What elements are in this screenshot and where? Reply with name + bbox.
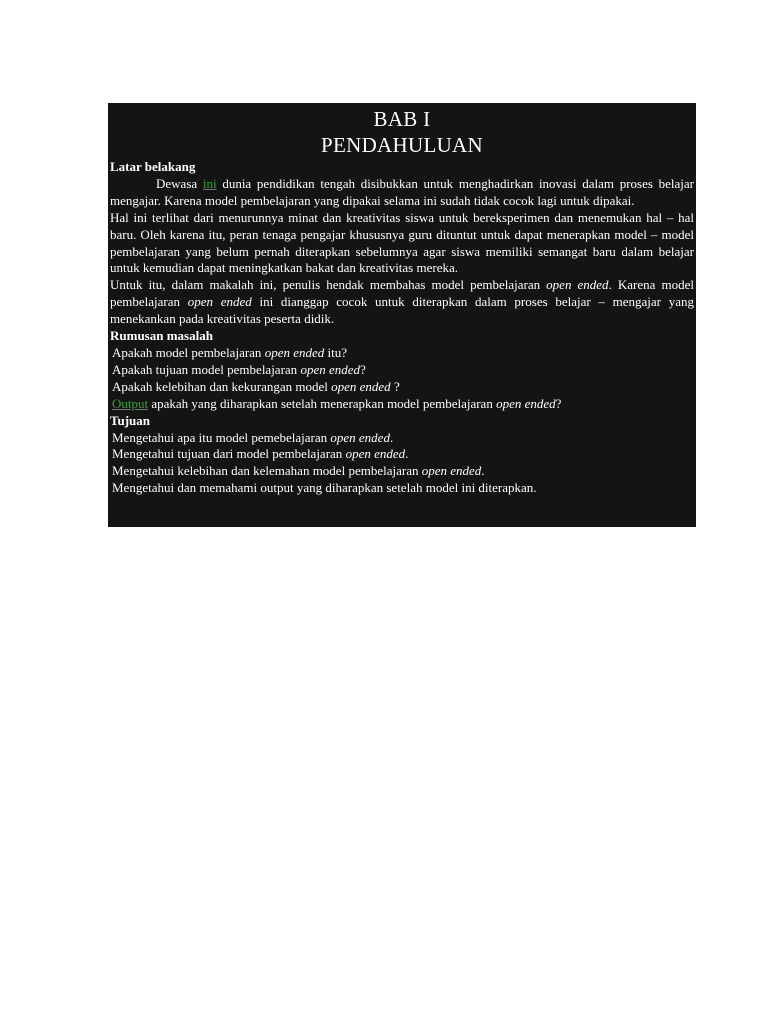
list-text (110, 362, 366, 377)
chapter-name: PENDAHULUAN (321, 133, 483, 157)
section-heading-tujuan: Tujuan (110, 412, 150, 428)
list-item (85, 429, 694, 447)
emphasis-open-ended: open ended (300, 361, 360, 377)
list-text-part: ? (555, 395, 562, 411)
list-number: 2. (85, 446, 95, 462)
emphasis-open-ended: open ended (187, 294, 252, 310)
list-item (85, 480, 694, 497)
link-output[interactable]: Output (112, 395, 149, 411)
list-item (85, 395, 694, 413)
emphasis-open-ended: open ended (496, 395, 556, 411)
paragraph-text: . Karena model pembelajaran (110, 277, 694, 310)
list-number: 2. (85, 361, 95, 377)
paragraph-3 (110, 277, 694, 328)
link-ini[interactable]: ini (202, 175, 217, 191)
list-text-part: ? (360, 361, 366, 377)
emphasis-open-ended: open ended (421, 463, 482, 479)
emphasis-open-ended: open ended (546, 277, 609, 293)
tujuan-list (85, 429, 694, 498)
list-text-part: Mengetahui tujuan dari model pembelajaran (112, 446, 346, 462)
list-text-part: itu? (324, 344, 347, 360)
list-text-part: Mengetahui apa itu model pemebelajaran (112, 429, 331, 445)
list-text-part: ? (390, 378, 400, 394)
section-heading-rumusan-masalah: Rumusan masalah (110, 328, 213, 344)
list-text-part: Apakah model pembelajaran (112, 344, 265, 360)
list-text-part: . (481, 463, 485, 479)
list-text-part: apakah yang diharapkan setelah menerapkan model pembelajaran (148, 395, 497, 411)
paragraph-2: Hal ini terlihat dari menurunnya minat dan kreativitas siswa untuk bereksperimen dan menemukan hal – hal baru. Oleh karena itu, peran tenaga pengajar khususnya guru dituntut untuk dapat menerapkan model – model pembelajaran yang belum pernah diterapkan sebelumnya agar siswa memiliki semangat baru dalam belajar untuk kemudian dapat meningkatkan bakat dan kreativitas mereka. (110, 209, 694, 276)
paragraph-1 (110, 176, 694, 210)
list-number: 4. (85, 395, 95, 411)
rumusan-list (85, 344, 694, 413)
list-item (85, 463, 694, 480)
list-text-part: Apakah kelebihan dan kekurangan model (112, 378, 332, 394)
list-number: 1. (85, 429, 95, 445)
list-number: 3. (85, 463, 95, 479)
list-text: Mengetahui dan memahami output yang diharapkan setelah model ini diterapkan. (112, 480, 537, 496)
emphasis-open-ended: open ended (331, 378, 391, 394)
paragraph-text: ini dianggap cocok untuk diterapkan dalam proses belajar – mengajar yang menekankan pada kreativitas peserta didik. (110, 294, 694, 327)
section-heading-latar-belakang: Latar belakang (110, 159, 196, 174)
list-item (85, 378, 694, 396)
list-text-part: Mengetahui kelebihan dan kelemahan model pembelajaran (112, 463, 422, 479)
paragraph-text: Dewasa (156, 175, 203, 191)
list-text (110, 446, 408, 461)
list-text-part: . (389, 429, 394, 445)
document-page (85, 103, 696, 527)
emphasis-open-ended: open ended (330, 429, 390, 445)
emphasis-open-ended: open ended (345, 446, 406, 462)
chapter-number: BAB I (373, 107, 431, 131)
emphasis-open-ended: open ended (264, 344, 325, 360)
list-text (110, 396, 561, 411)
paragraph-text: dunia pendidikan tengah disibukkan untuk menghadirkan inovasi dalam proses belajar mengajar. Karena model pembelajaran yang dipakai selama ini sudah tidak cocok lagi untuk dipakai. (110, 175, 694, 208)
list-text (110, 379, 400, 394)
list-number: 4. (85, 480, 95, 496)
list-item (85, 344, 694, 362)
list-number: 3. (85, 378, 95, 394)
list-text (110, 430, 393, 445)
list-text (110, 345, 347, 360)
chapter-title (108, 106, 696, 158)
document-body (85, 159, 694, 497)
list-text-part: Apakah tujuan model pembelajaran (112, 361, 301, 377)
list-number: 1. (85, 344, 95, 360)
list-text (110, 463, 485, 478)
paragraph-text: Untuk itu, dalam makalah ini, penulis hendak membahas model pembelajaran (110, 277, 547, 293)
list-text-part: . (405, 446, 409, 462)
list-item (85, 446, 694, 463)
list-item (85, 361, 694, 379)
